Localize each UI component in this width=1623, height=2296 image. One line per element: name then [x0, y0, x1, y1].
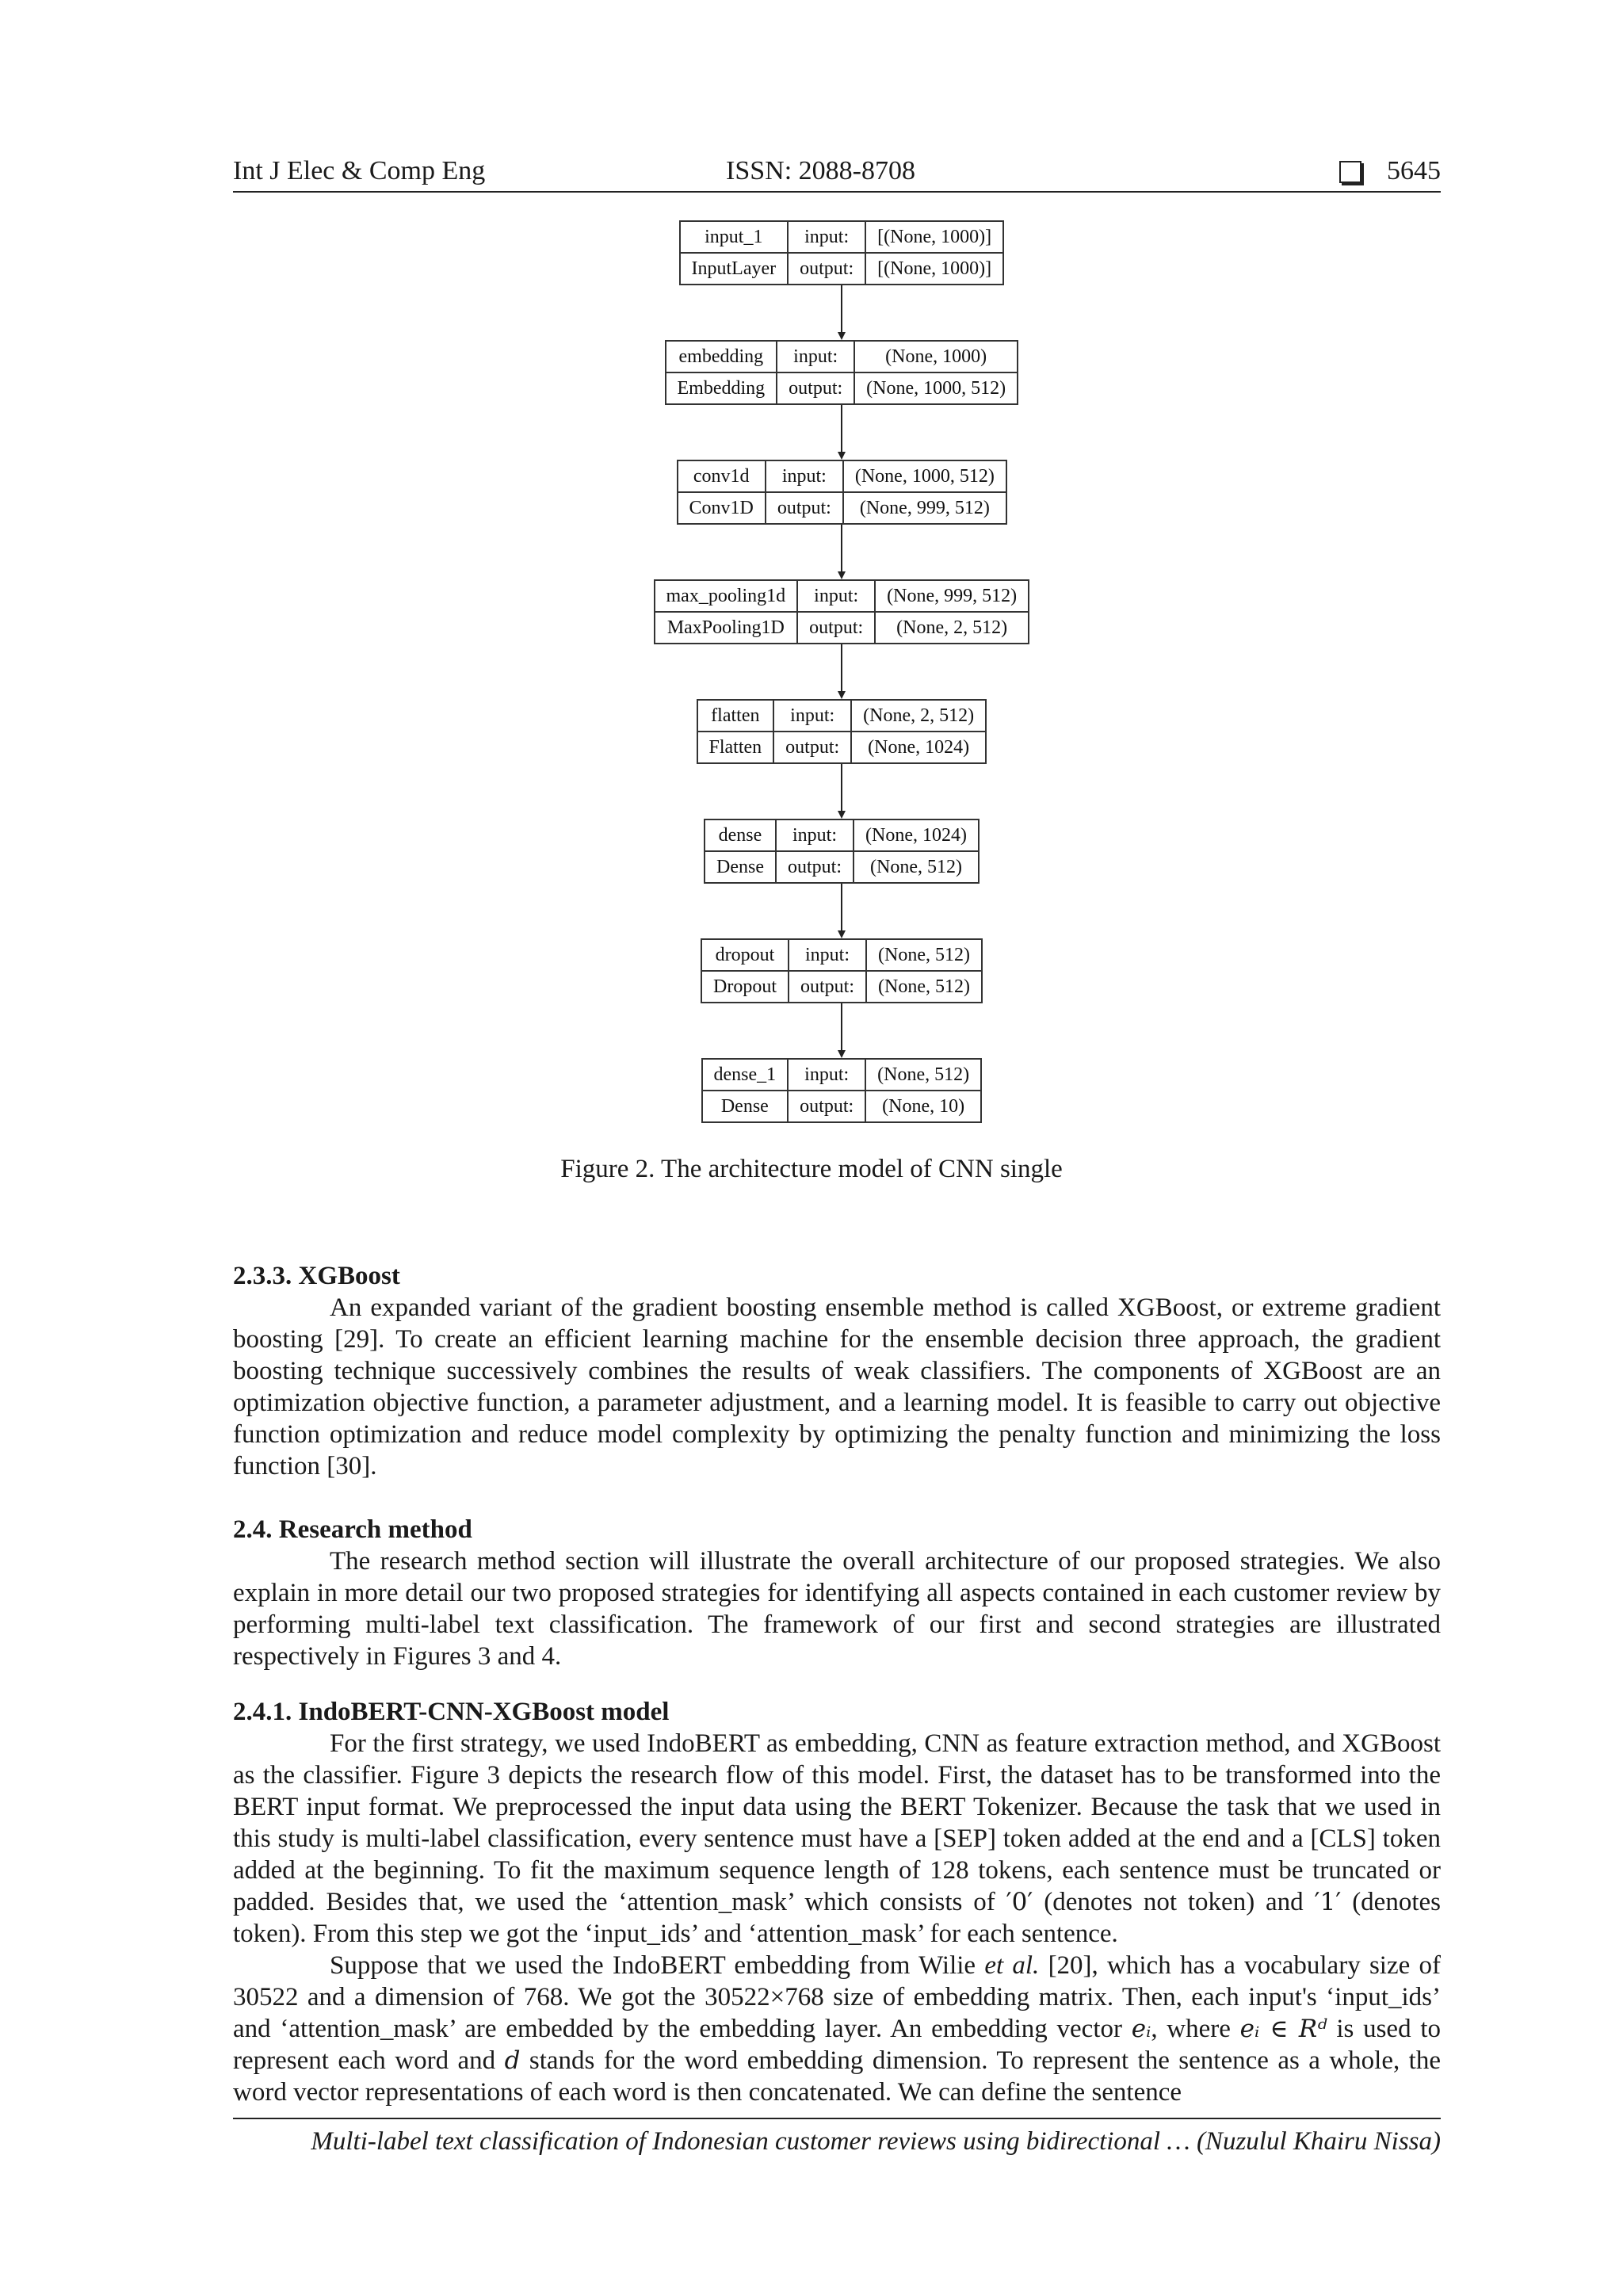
embedding-vector-symbol: eᵢ [1131, 2015, 1151, 2043]
output-label: output: [788, 1091, 865, 1122]
journal-name: Int J Elec & Comp Eng [233, 156, 486, 185]
output-shape: [(None, 1000)] [865, 253, 1003, 285]
output-shape: (None, 999, 512) [843, 492, 1006, 524]
layer-box-embedding [665, 340, 1019, 405]
layer-type: Dropout [701, 971, 789, 1003]
input-shape: (None, 2, 512) [851, 700, 986, 732]
output-shape: (None, 512) [866, 971, 982, 1003]
input-shape: (None, 1000) [854, 341, 1018, 372]
output-shape: (None, 2, 512) [875, 612, 1029, 644]
input-label: input: [766, 460, 843, 492]
layer-name: input_1 [680, 221, 789, 253]
layer-name: conv1d [678, 460, 766, 492]
page-number: 5645 [1387, 156, 1441, 185]
input-label: input: [797, 580, 875, 612]
layer-box-conv1d [677, 460, 1007, 525]
input-label: input: [789, 939, 866, 971]
output-label: output: [773, 732, 851, 763]
input-shape: [(None, 1000)] [865, 221, 1003, 253]
layer-name: embedding [666, 341, 777, 372]
output-shape: (None, 512) [854, 851, 979, 883]
input-shape: (None, 1024) [854, 819, 979, 851]
output-label: output: [777, 372, 854, 404]
layer-name: dropout [701, 939, 789, 971]
dimension-symbol: d [504, 2046, 521, 2075]
cnn-architecture-diagram [0, 214, 1623, 1133]
paragraph: The research method section will illustrate the overall architecture of our proposed strategies. We also explain in more detail our two proposed strategies for identifying all aspects contained in each customer review by performing multi-label text classification. The framework of our first and second strategies are illustrated respectively in Figures 3 and 4. [233, 1547, 1441, 1671]
output-label: output: [776, 851, 854, 883]
layer-type: Embedding [666, 372, 777, 404]
output-shape: (None, 1000, 512) [854, 372, 1018, 404]
section-heading: 2.4.1. IndoBERT-CNN-XGBoost model [233, 1698, 670, 1726]
paragraph: For the first strategy, we used IndoBERT as embedding, CNN as feature extraction method, and XGBoost as the classifier. Figure 3 depicts the research flow of this model. First, the dataset has to be transformed into the BERT input format. We preprocessed the input data using the BERT Tokenizer. Because the task that we used in this study is multi-label classification, every sentence must have a [SEP] token added at the end and a [CLS] token added at the beginning. To fit the maximum sequence length of 128 tokens, each sentence must be truncated or padded. Besides that, we used the ‘attention_mask’ which consists of ′0′ (denotes not token) and ′1′ (denotes token). From this step we got the ‘input_ids’ and ‘attention_mask’ for each sentence. [233, 1729, 1441, 1948]
layer-type: Flatten [697, 732, 774, 763]
layer-type: InputLayer [680, 253, 789, 285]
layer-name: dense [705, 819, 776, 851]
layer-name: flatten [697, 700, 774, 732]
paragraph: Suppose that we used the IndoBERT embedding from Wilie et al. [20], which has a vocabulary size of 30522 and a dimension of 768. We got the 30522×768 size of embedding matrix. Then, each input's ‘input_ids’ and ‘attention_mask’ are embedded by the embedding layer. An embedding vector eᵢ, where eᵢ ∈ Rᵈ is used to represent each word and d stands for the word embedding dimension. To represent the sentence as a whole, the word vector representations of each word is then concatenated. We can define the sentence [233, 1951, 1441, 2107]
layer-type: MaxPooling1D [655, 612, 798, 644]
running-footer: Multi-label text classification of Indonesian customer reviews using bidirectional … (Nuzulul Khairu Nissa) [233, 2118, 1441, 2157]
section-research-method [233, 1514, 1441, 1672]
figure-caption: Figure 2. The architecture model of CNN single [560, 1155, 1063, 1183]
input-shape: (None, 1000, 512) [843, 460, 1006, 492]
square-bullet-icon [1339, 161, 1361, 183]
input-shape: (None, 999, 512) [875, 580, 1029, 612]
input-label: input: [776, 819, 854, 851]
layer-name: max_pooling1d [655, 580, 798, 612]
issn: ISSN: 2088-8708 [726, 156, 915, 185]
input-label: input: [777, 341, 854, 372]
input-shape: (None, 512) [865, 1059, 981, 1091]
output-label: output: [788, 253, 865, 285]
input-label: input: [773, 700, 851, 732]
section-heading: 2.3.3. XGBoost [233, 1262, 400, 1290]
input-label: input: [788, 221, 865, 253]
layer-box-dense [704, 819, 980, 884]
input-label: input: [788, 1059, 865, 1091]
layer-box-dropout [701, 938, 983, 1003]
layer-box-dense-1 [701, 1058, 983, 1123]
layer-type: Conv1D [678, 492, 766, 524]
embedding-vector-membership: eᵢ ∈ Rᵈ [1239, 2015, 1327, 2043]
layer-box-max-pooling1d [654, 579, 1030, 644]
layer-box-input-1 [679, 220, 1005, 285]
paragraph: An expanded variant of the gradient boosting ensemble method is called XGBoost, or extreme gradient boosting [29]. To create an efficient learning machine for the ensemble decision three approach, the gradient boosting technique successively combines the results of weak classifiers. The components of XGBoost are an optimization objective function, a parameter adjustment, and a learning model. It is feasible to carry out objective function optimization and reduce model complexity by optimizing the penalty function and minimizing the loss function [30]. [233, 1293, 1441, 1480]
layer-type: Dense [702, 1091, 789, 1122]
running-header [233, 156, 1441, 193]
output-label: output: [797, 612, 875, 644]
output-shape: (None, 10) [865, 1091, 981, 1122]
section-heading: 2.4. Research method [233, 1515, 472, 1544]
output-label: output: [789, 971, 866, 1003]
output-shape: (None, 1024) [851, 732, 986, 763]
section-indobert-cnn-xgboost [233, 1696, 1441, 2108]
output-label: output: [766, 492, 843, 524]
layer-type: Dense [705, 851, 776, 883]
input-shape: (None, 512) [866, 939, 982, 971]
layer-name: dense_1 [702, 1059, 789, 1091]
section-xgboost [233, 1260, 1441, 1482]
layer-box-flatten [697, 699, 987, 764]
